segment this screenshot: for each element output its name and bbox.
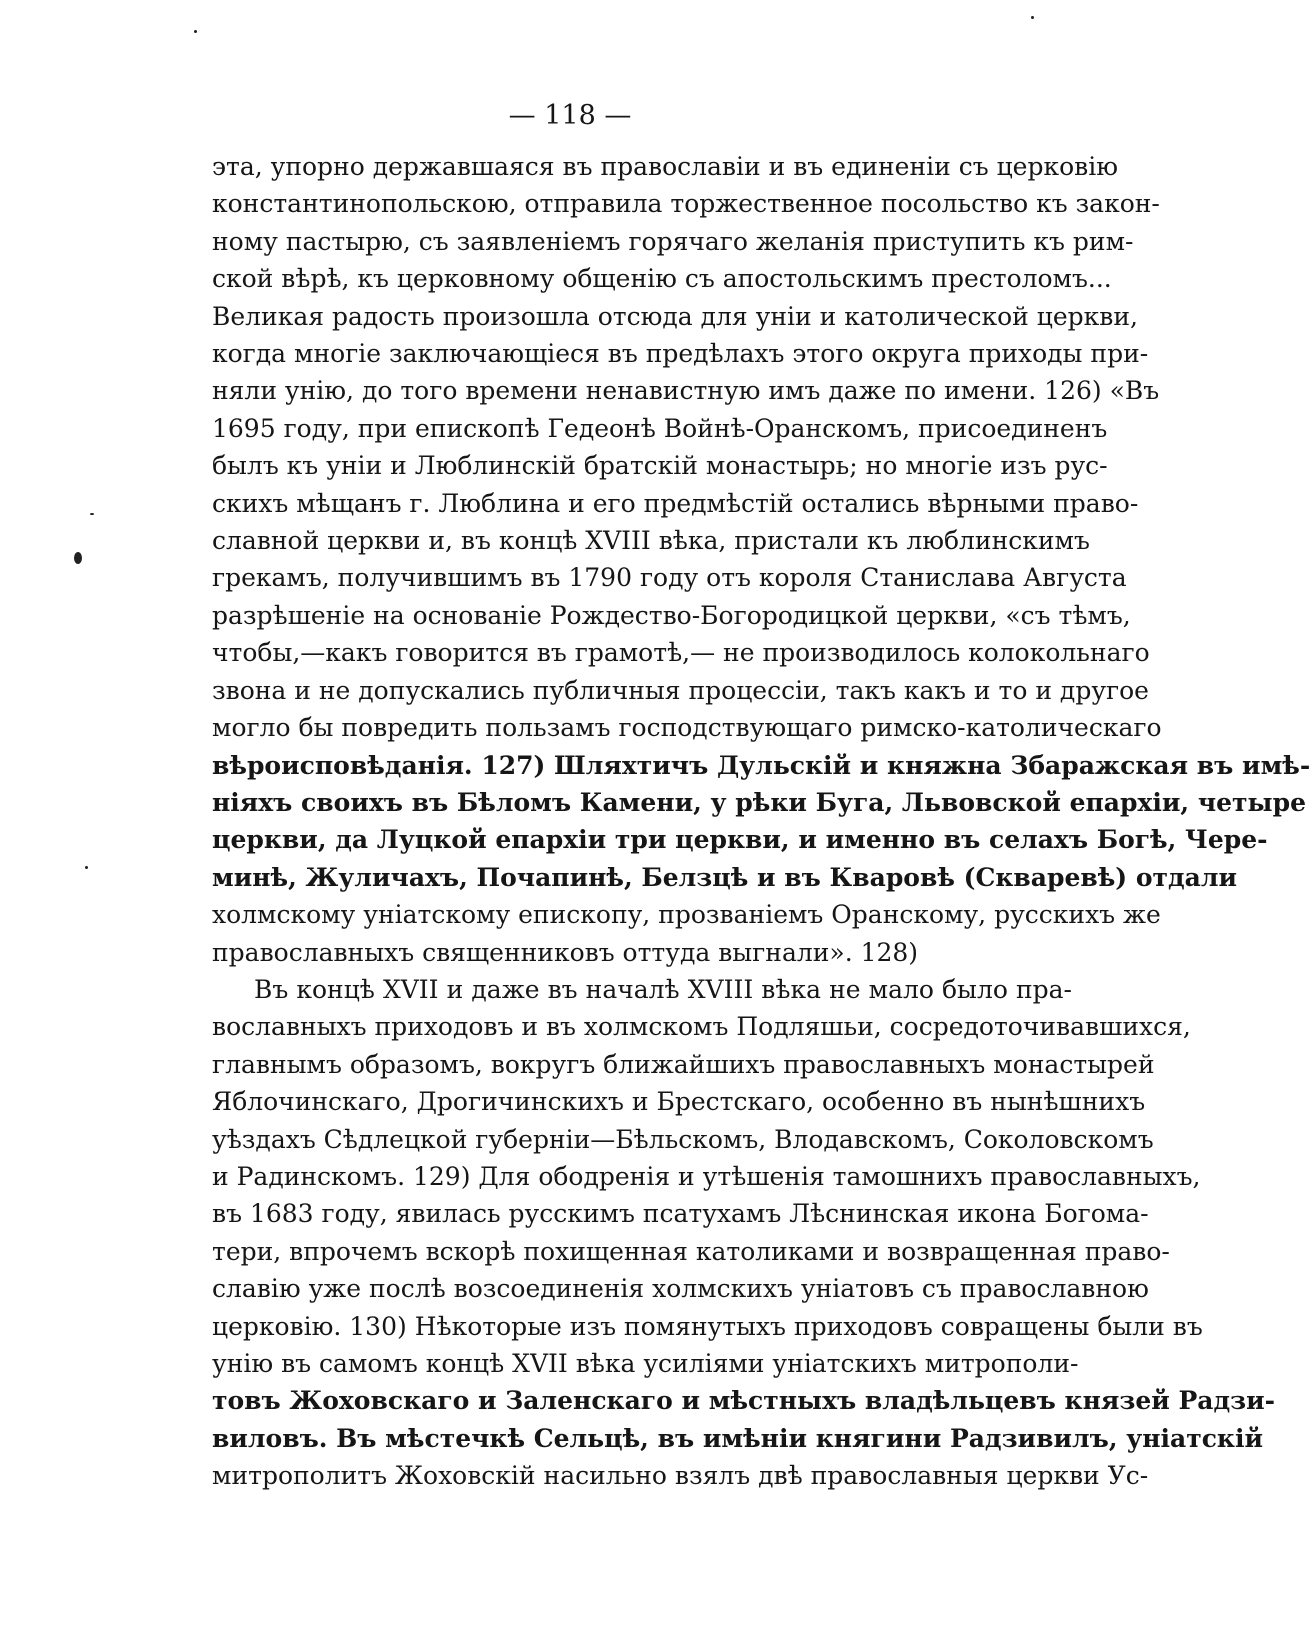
text-line: и Радинскомъ. 129) Для ободренiя и утѣшенiя тамошнихъ православныхъ, <box>212 1161 1201 1191</box>
text-line: церковiю. 130) Нѣкоторые изъ помянутыхъ приходовъ совращены были въ <box>212 1311 1203 1341</box>
text-line: 1695 году, при епископѣ Гедеонѣ Войнѣ-Оранскомъ, присоединенъ <box>212 413 1108 443</box>
text-line: славiю уже послѣ возсоединенiя холмскихъ унiатовъ съ православною <box>212 1274 1149 1304</box>
text-line: митрополитъ Жоховскiй насильно взялъ двѣ православныя церкви Ус- <box>212 1461 1149 1491</box>
text-line: тери, впрочемъ вскорѣ похищенная католиками и возвращенная право- <box>212 1236 1170 1266</box>
text-line: холмскому унiатскому епископу, прозванiемъ Оранскому, русскихъ же <box>212 900 1161 930</box>
ink-speck <box>194 30 197 33</box>
text-line: разрѣшенiе на основанiе Рождество-Богородицкой церкви, «съ тѣмъ, <box>212 600 1131 630</box>
text-line: вѣроисповѣданiя. 127) Шляхтичъ Дульскiй и княжна Збаражская въ имѣ- <box>212 750 1310 780</box>
text-line: ской вѣрѣ, къ церковному общенiю съ апостольскимъ престоломъ... <box>212 264 1112 294</box>
text-line: виловъ. Въ мѣстечкѣ Сельцѣ, въ имѣнiи княгини Радзивилъ, унiатскiй <box>212 1423 1264 1453</box>
ink-speck <box>1031 16 1034 19</box>
text-line: славной церкви и, въ концѣ XVIII вѣка, пристали къ люблинскимъ <box>212 526 1090 556</box>
text-line: скихъ мѣщанъ г. Люблина и его предмѣстiй остались вѣрными право- <box>212 488 1139 518</box>
text-line: когда многiе заключающiеся въ предѣлахъ этого округа приходы при- <box>212 339 1149 369</box>
text-line: Яблочинскаго, Дрогичинскихъ и Брестскаго, особенно въ нынѣшнихъ <box>212 1087 1146 1117</box>
text-line: уѣздахъ Сѣдлецкой губернiи—Бѣльскомъ, Влодавскомъ, Соколовскомъ <box>212 1124 1154 1154</box>
text-line: могло бы повредить пользамъ господствующаго римско-католическаго <box>212 713 1162 743</box>
text-line: унiю въ самомъ концѣ XVII вѣка усилiями унiатскихъ митрополи- <box>212 1349 1079 1378</box>
text-line: константинопольскою, отправила торжественное посольство къ закон- <box>212 189 1160 219</box>
text-line: православныхъ священниковъ оттуда выгнали». 128) <box>212 937 919 967</box>
text-line: Въ концѣ XVII и даже въ началѣ XVIII вѣка не мало было пра- <box>254 974 1072 1004</box>
ink-speck <box>85 866 88 869</box>
ink-speck <box>90 513 94 515</box>
text-line: нiяхъ своихъ въ Бѣломъ Камени, у рѣки Буга, Львовской епархiи, четыре <box>212 787 1306 817</box>
text-line: главнымъ образомъ, вокругъ ближайшихъ православныхъ монастырей <box>212 1049 1155 1079</box>
page-number: — 118 — <box>508 100 632 131</box>
text-line: былъ къ унiи и Люблинскiй братскiй монастырь; но многiе изъ рус- <box>212 451 1108 481</box>
text-line: церкви, да Луцкой епархiи три церкви, и именно въ селахъ Богѣ, Чере- <box>212 825 1268 855</box>
text-line: звона и не допускались публичныя процессiи, такъ какъ и то и другое <box>212 675 1149 705</box>
text-line: ному пастырю, съ заявленiемъ горячаго желанiя приступить къ рим- <box>212 226 1134 256</box>
text-line: Великая радость произошла отсюда для унiи и католической церкви, <box>212 301 1138 331</box>
text-line: вославныхъ приходовъ и въ холмскомъ Подляшьи, сосредоточивавшихся, <box>212 1012 1191 1042</box>
text-line: минѣ, Жуличахъ, Почапинѣ, Белзцѣ и въ Кваровѣ (Скваревѣ) отдали <box>212 862 1238 892</box>
body-text <box>212 148 1310 1495</box>
text-line: чтобы,—какъ говорится въ грамотѣ,— не производилось колокольнаго <box>212 638 1150 668</box>
text-line: эта, упорно державшаяся въ православiи и въ единенiи съ церковiю <box>212 152 1118 181</box>
text-line: въ 1683 году, явилась русскимъ псатухамъ Лѣснинская икона Богома- <box>212 1199 1149 1229</box>
text-line: товъ Жоховскаго и Заленскаго и мѣстныхъ владѣльцевъ князей Радзи- <box>212 1386 1276 1416</box>
text-line: няли унiю, до того времени ненавистную имъ даже по имени. 126) «Въ <box>212 376 1160 406</box>
ink-speck <box>74 552 82 564</box>
text-line: грекамъ, получившимъ въ 1790 году отъ короля Станислава Августа <box>212 563 1127 593</box>
